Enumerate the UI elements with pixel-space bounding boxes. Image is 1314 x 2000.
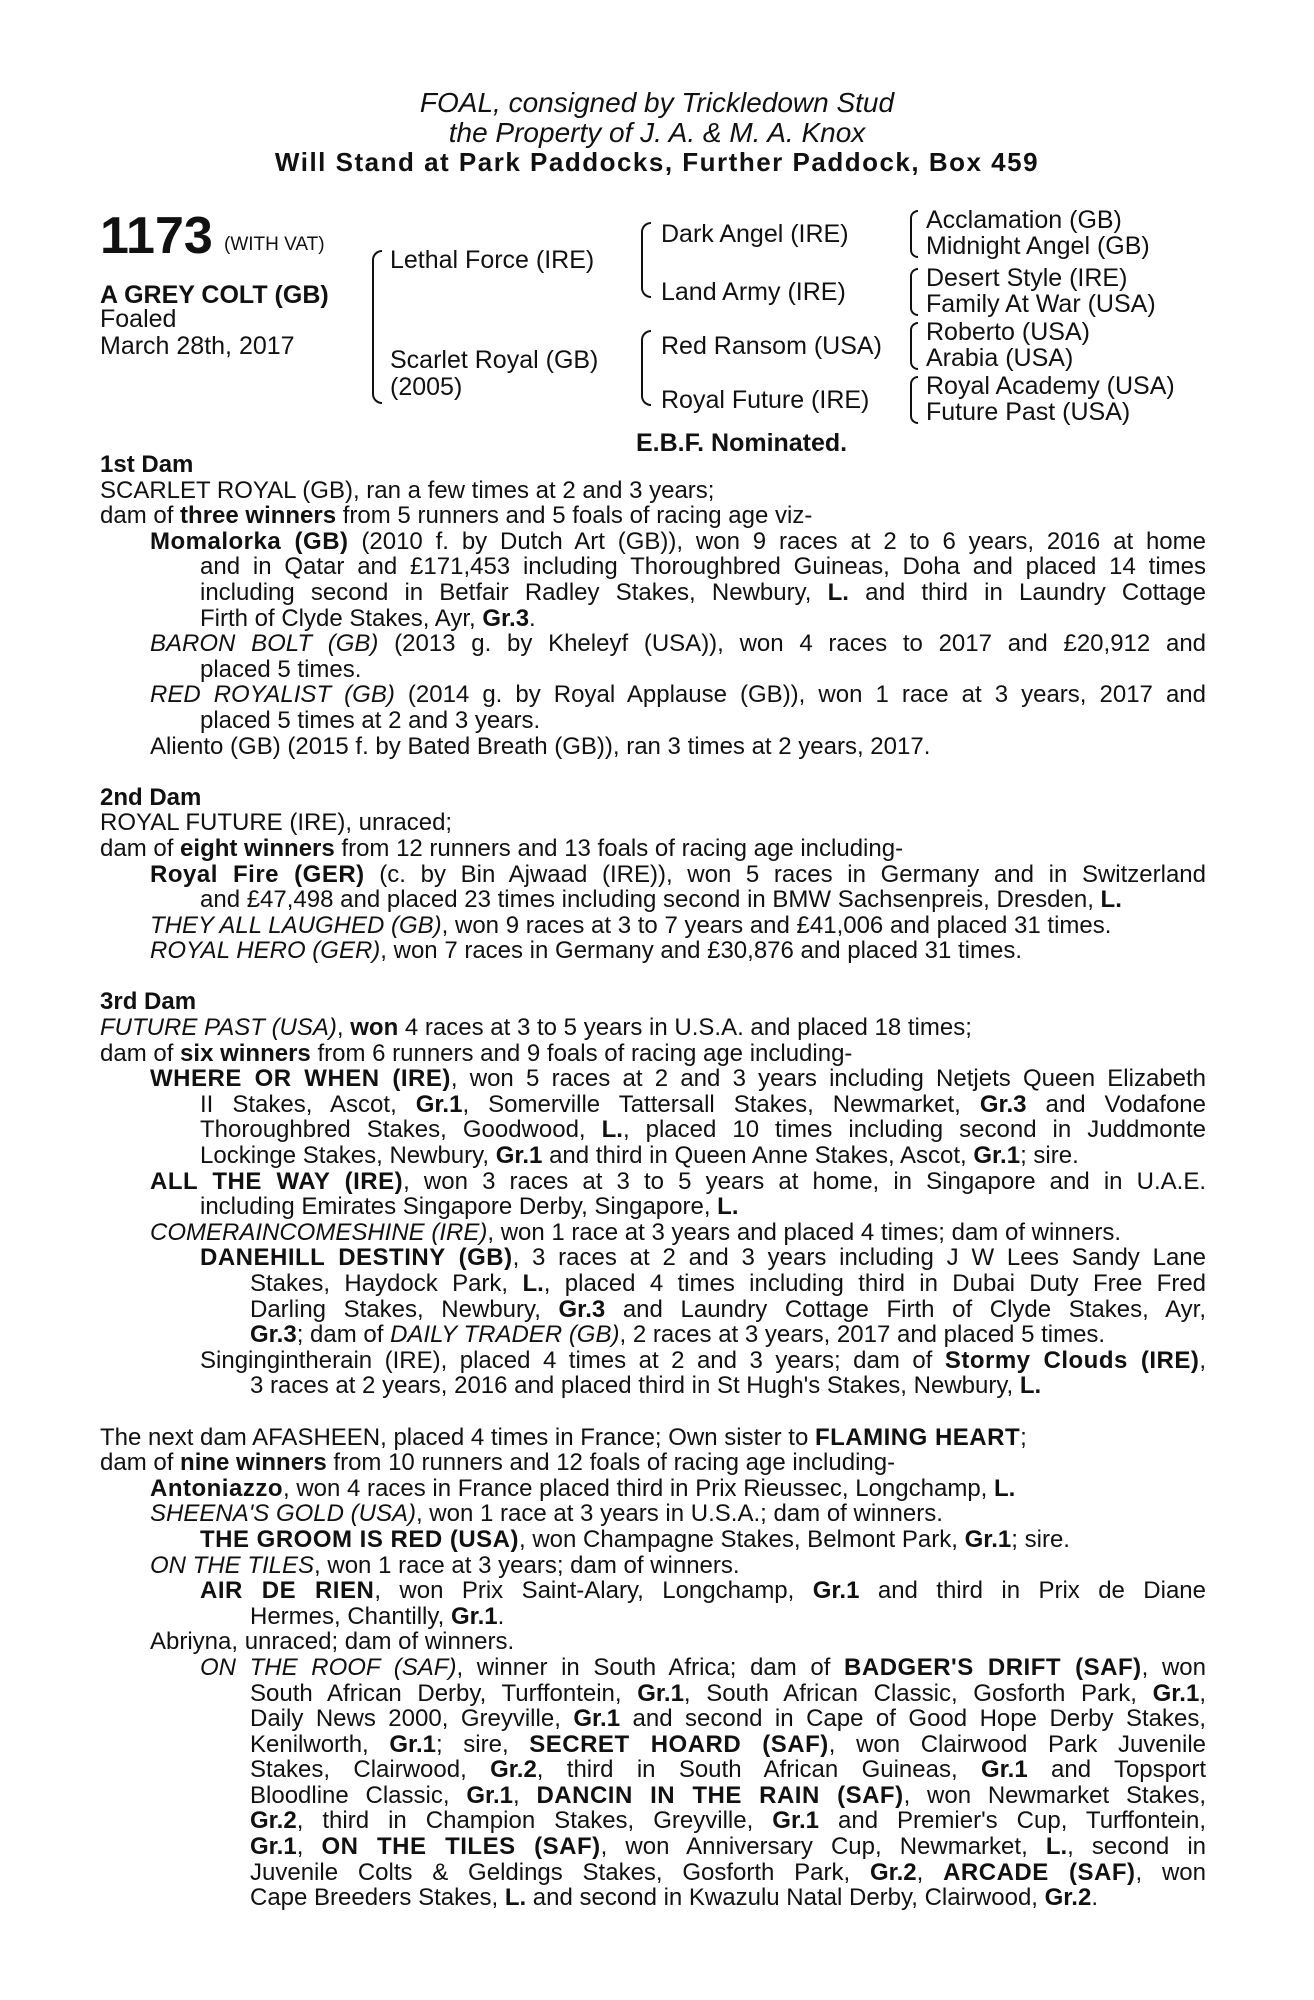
produce-entry: THE GROOM IS RED (USA), won Champagne Stakes, Belmont Park, Gr.1; sire.: [200, 1525, 1070, 1553]
produce-entry: AIR DE RIEN, won Prix Saint-Alary, Longchamp, Gr.1 and third in Prix de Diane: [200, 1578, 1206, 1604]
third-dam-summary: dam of six winners from 6 runners and 9 foals of racing age including-: [100, 1039, 853, 1067]
produce-entry-cont: Daily News 2000, Greyville, Gr.1 and second in Cape of Good Hope Derby Stakes,: [250, 1706, 1206, 1732]
produce-entry: Aliento (GB) (2015 f. by Bated Breath (GB)), ran 3 times at 2 years, 2017.: [150, 732, 931, 760]
dam-dam: Royal Future (IRE): [661, 386, 870, 414]
foaled-date: March 28th, 2017: [100, 332, 295, 360]
second-dam-line: ROYAL FUTURE (IRE), unraced;: [100, 809, 453, 837]
pedigree-bracket-1: [372, 250, 382, 404]
produce-entry: ON THE ROOF (SAF), winner in South Africa; dam of BADGER'S DRIFT (SAF), won: [200, 1654, 1206, 1681]
gen3-6: Arabia (USA): [926, 344, 1074, 372]
produce-entry-cont: placed 5 times.: [200, 655, 362, 683]
gen3-2: Midnight Angel (GB): [926, 232, 1150, 260]
produce-entry: Abriyna, unraced; dam of winners.: [150, 1628, 515, 1656]
property-line: the Property of J. A. & M. A. Knox: [448, 117, 866, 148]
gen3-3: Desert Style (IRE): [926, 264, 1128, 292]
produce-entry-cont: Juvenile Colts & Geldings Stakes, Gosforth Park, Gr.2, ARCADE (SAF), won: [250, 1859, 1206, 1886]
pedigree-bracket-6: [910, 322, 918, 370]
gen3-8: Future Past (USA): [926, 398, 1131, 426]
produce-entry: RED ROYALIST (GB) (2014 g. by Royal Applause (GB)), won 1 race at 3 years, 2017 and: [150, 682, 1206, 708]
produce-entry-cont: including second in Betfair Radley Stakes, Newbury, L. and third in Laundry Cottage: [200, 579, 1206, 606]
produce-entry-cont: Lockinge Stakes, Newbury, Gr.1 and third in Queen Anne Stakes, Ascot, Gr.1; sire.: [200, 1142, 1079, 1170]
pedigree-bracket-7: [910, 376, 918, 424]
dam-sire: Red Ransom (USA): [661, 332, 882, 360]
next-dam-line: The next dam AFASHEEN, placed 4 times in France; Own sister to FLAMING HEART;: [100, 1423, 1027, 1451]
produce-entry-cont: Darling Stakes, Newbury, Gr.3 and Laundry Cottage Firth of Clyde Stakes, Ayr,: [250, 1296, 1206, 1323]
produce-entry: SHEENA'S GOLD (USA), won 1 race at 3 years in U.S.A.; dam of winners.: [150, 1500, 943, 1528]
produce-entry: Momalorka (GB) (2010 f. by Dutch Art (GB)), won 9 races at 2 to 6 years, 2016 at home: [150, 528, 1206, 555]
produce-entry-cont: Stakes, Haydock Park, L., placed 4 times including third in Dubai Duty Free Fred: [250, 1271, 1206, 1297]
produce-entry-cont: Firth of Clyde Stakes, Ayr, Gr.3.: [200, 604, 536, 632]
produce-entry: Antoniazzo, won 4 races in France placed third in Prix Rieussec, Longchamp, L.: [150, 1474, 1016, 1502]
produce-entry-cont: Cape Breeders Stakes, L. and second in Kwazulu Natal Derby, Clairwood, Gr.2.: [250, 1884, 1098, 1912]
produce-entry-cont: Gr.2, third in Champion Stakes, Greyville, Gr.1 and Premier's Cup, Turffontein,: [250, 1808, 1206, 1835]
produce-entry: ALL THE WAY (IRE), won 3 races at 3 to 5 years at home, in Singapore and in U.A.E.: [150, 1168, 1206, 1195]
gen3-1: Acclamation (GB): [926, 206, 1122, 234]
vat-note: (WITH VAT): [224, 234, 325, 255]
produce-entry: ON THE TILES, won 1 race at 3 years; dam of winners.: [150, 1551, 740, 1579]
next-dam-summary: dam of nine winners from 10 runners and 12 foals of racing age including-: [100, 1449, 896, 1477]
dam-year: (2005): [390, 373, 463, 401]
consignor-line: FOAL, consigned by Trickledown Stud: [419, 87, 895, 118]
produce-entry-cont: Gr.3; dam of DAILY TRADER (GB), 2 races at 3 years, 2017 and placed 5 times.: [250, 1321, 1106, 1349]
sire-sire: Dark Angel (IRE): [661, 220, 849, 248]
stabling-line: Will Stand at Park Paddocks, Further Paddock, Box 459: [274, 147, 1040, 177]
produce-entry: COMERAINCOMESHINE (IRE), won 1 race at 3 years and placed 4 times; dam of winners.: [150, 1218, 1122, 1246]
produce-entry: THEY ALL LAUGHED (GB), won 9 races at 3 to 7 years and £41,006 and placed 31 times.: [150, 911, 1112, 939]
produce-entry-cont: South African Derby, Turffontein, Gr.1, South African Classic, Gosforth Park, Gr.1,: [250, 1680, 1206, 1707]
produce-entry-cont: and in Qatar and £171,453 including Thoroughbred Guineas, Doha and placed 14 times: [200, 554, 1206, 580]
second-dam-heading: 2nd Dam: [100, 783, 202, 811]
produce-entry-cont: Stakes, Clairwood, Gr.2, third in South African Guineas, Gr.1 and Topsport: [250, 1757, 1206, 1783]
first-dam-heading: 1st Dam: [100, 451, 194, 478]
pedigree-bracket-4: [910, 210, 918, 258]
produce-entry: BARON BOLT (GB) (2013 g. by Kheleyf (USA)), won 4 races to 2017 and £20,912 and: [150, 631, 1206, 657]
produce-entry: Royal Fire (GER) (c. by Bin Ajwaad (IRE)), won 5 races in Germany and in Switzerland: [150, 861, 1206, 888]
produce-entry-cont: II Stakes, Ascot, Gr.1, Somerville Tattersall Stakes, Newmarket, Gr.3 and Vodafone: [200, 1091, 1206, 1118]
lot-number: 1173: [100, 207, 213, 265]
produce-entry-cont: 3 races at 2 years, 2016 and placed third in St Hugh's Stakes, Newbury, L.: [250, 1372, 1042, 1400]
produce-entry-cont: Thoroughbred Stakes, Goodwood, L., placed 10 times including second in Juddmonte: [200, 1117, 1206, 1144]
produce-entry-cont: Kenilworth, Gr.1; sire, SECRET HOARD (SAF), won Clairwood Park Juvenile: [250, 1731, 1206, 1758]
ebf-note: E.B.F. Nominated.: [636, 429, 848, 457]
produce-record: [100, 452, 1206, 1911]
gen3-7: Royal Academy (USA): [926, 372, 1175, 400]
third-dam-heading: 3rd Dam: [100, 988, 197, 1016]
second-dam-summary: dam of eight winners from 12 runners and 13 foals of racing age including-: [100, 834, 904, 862]
pedigree-bracket-3: [641, 330, 651, 406]
produce-entry: ROYAL HERO (GER), won 7 races in Germany and £30,876 and placed 31 times.: [150, 937, 1022, 965]
sire-dam: Land Army (IRE): [661, 278, 846, 306]
pedigree-bracket-5: [910, 268, 918, 316]
first-dam-summary: dam of three winners from 5 runners and 5 foals of racing age viz-: [100, 502, 813, 530]
pedigree-bracket-2: [641, 222, 651, 298]
produce-entry: WHERE OR WHEN (IRE), won 5 races at 2 and 3 years including Netjets Queen Elizabeth: [150, 1066, 1206, 1092]
produce-entry-cont: placed 5 times at 2 and 3 years.: [200, 706, 541, 734]
lot-title: A GREY COLT (GB): [100, 281, 329, 309]
produce-entry-cont: Bloodline Classic, Gr.1, DANCIN IN THE RAIN (SAF), won Newmarket Stakes,: [250, 1782, 1206, 1809]
foaled-label: Foaled: [100, 305, 177, 333]
produce-entry-cont: including Emirates Singapore Derby, Singapore, L.: [200, 1193, 739, 1221]
gen3-4: Family At War (USA): [926, 290, 1156, 318]
sire: Lethal Force (IRE): [390, 246, 595, 274]
produce-entry-cont: Hermes, Chantilly, Gr.1.: [250, 1602, 505, 1630]
produce-entry-cont: Gr.1, ON THE TILES (SAF), won Anniversary Cup, Newmarket, L., second in: [250, 1834, 1206, 1860]
dam: Scarlet Royal (GB): [390, 346, 599, 374]
produce-entry-cont: and £47,498 and placed 23 times including second in BMW Sachsenpreis, Dresden, L.: [200, 886, 1122, 914]
gen3-5: Roberto (USA): [926, 318, 1090, 346]
produce-entry: Singingintherain (IRE), placed 4 times at 2 and 3 years; dam of Stormy Clouds (IRE),: [200, 1347, 1206, 1374]
first-dam-line: SCARLET ROYAL (GB), ran a few times at 2 and 3 years;: [100, 476, 715, 504]
produce-entry: DANEHILL DESTINY (GB), 3 races at 2 and 3 years including J W Lees Sandy Lane: [200, 1245, 1206, 1271]
third-dam-line: FUTURE PAST (USA), won 4 races at 3 to 5 years in U.S.A. and placed 18 times;: [100, 1014, 972, 1042]
